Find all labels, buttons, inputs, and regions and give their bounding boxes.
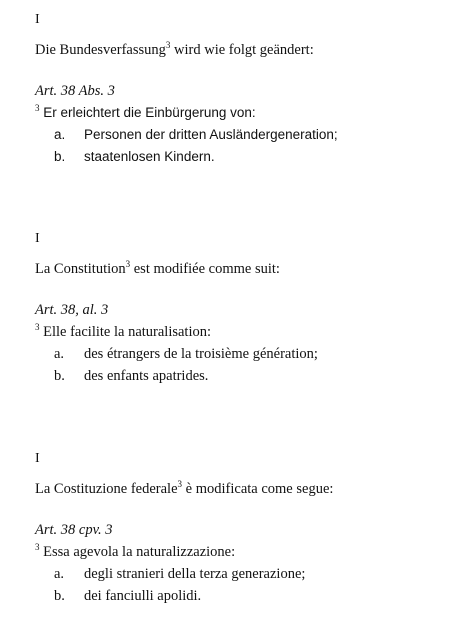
amendment-subject: La Constitution [35, 261, 126, 277]
enumeration-list [35, 565, 445, 609]
amendment-subject: La Costituzione federale [35, 481, 178, 497]
list-item-text: degli stranieri della terza generazione; [84, 566, 306, 582]
footnote-ref: 3 [165, 40, 171, 51]
article-reference: Art. 38 cpv. 3 [35, 522, 113, 538]
paragraph-number: 3 [35, 322, 40, 333]
paragraph-text: Er erleichtert die Einbürgerung von: [39, 105, 256, 120]
list-item-text: des étrangers de la troisième génération; [84, 346, 318, 362]
list-marker: b. [54, 149, 66, 164]
list-item-text: Personen der dritten Ausländergeneration; [84, 127, 338, 142]
list-item-text: des enfants apatrides. [84, 368, 209, 384]
amendment-rest: wird wie folgt geändert: [170, 42, 314, 58]
section-italian [35, 451, 445, 609]
list-item-text: dei fanciulli apolidi. [84, 588, 202, 604]
list-item [35, 587, 445, 609]
list-item-text: staatenlosen Kindern. [84, 149, 215, 164]
amendment-rest: est modifiée comme suit: [130, 261, 280, 277]
paragraph-lead [35, 323, 445, 341]
amendment-rest: è modificata come segue: [182, 481, 334, 497]
enumeration-list [35, 126, 445, 170]
list-marker: b. [54, 368, 65, 384]
footnote-ref: 3 [177, 479, 183, 490]
list-item [35, 367, 445, 389]
list-item [35, 126, 445, 148]
list-item [35, 148, 445, 170]
section-french [35, 231, 445, 389]
section-german [35, 12, 445, 170]
list-marker: a. [54, 566, 65, 582]
section-numeral: I [35, 451, 40, 466]
list-item [35, 565, 445, 587]
section-numeral: I [35, 12, 40, 27]
article-reference: Art. 38, al. 3 [35, 302, 109, 318]
list-item [35, 345, 445, 367]
paragraph-text: Essa agevola la naturalizzazione: [39, 544, 236, 560]
enumeration-list [35, 345, 445, 389]
amendment-statement [35, 480, 445, 498]
paragraph-number: 3 [35, 542, 40, 553]
list-marker: a. [54, 346, 65, 362]
paragraph-number: 3 [35, 103, 40, 114]
section-numeral: I [35, 231, 40, 246]
amendment-statement [35, 41, 445, 59]
amendment-subject: Die Bundesverfassung [35, 42, 166, 58]
list-marker: b. [54, 588, 65, 604]
paragraph-lead [35, 543, 445, 561]
paragraph-lead [35, 104, 445, 122]
footnote-ref: 3 [125, 259, 131, 270]
paragraph-text: Elle facilite la naturalisation: [39, 324, 212, 340]
amendment-statement [35, 260, 445, 278]
article-reference: Art. 38 Abs. 3 [35, 83, 115, 99]
list-marker: a. [54, 127, 66, 142]
